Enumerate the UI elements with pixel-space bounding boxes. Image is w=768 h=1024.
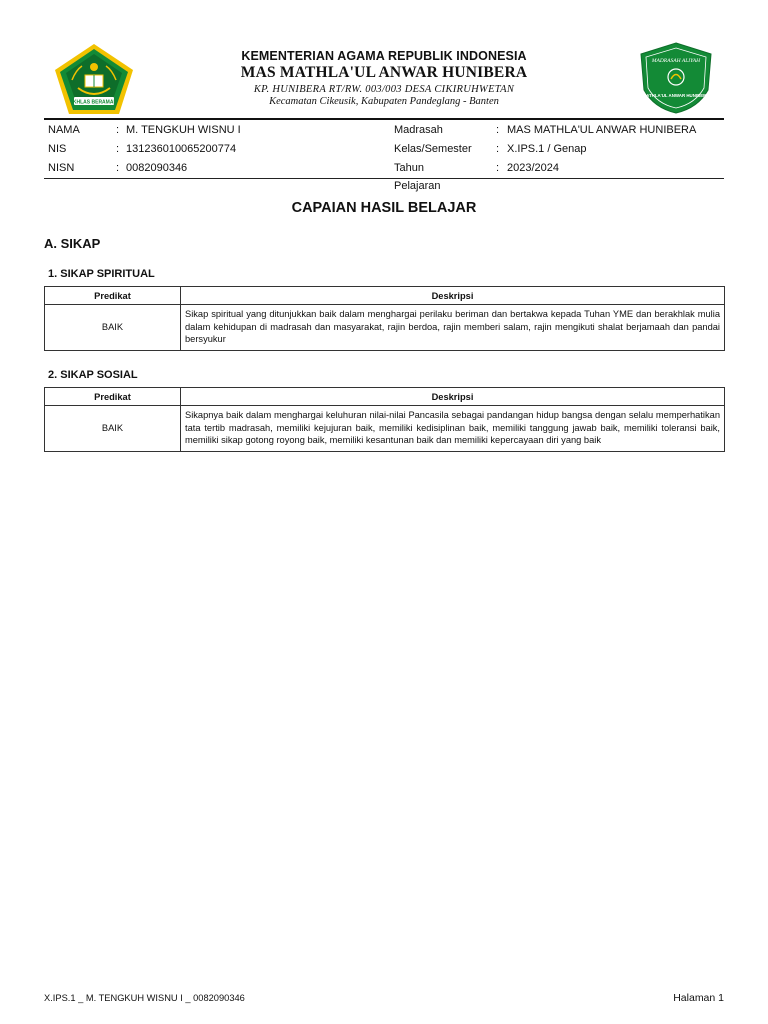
school-address: KP. HUNIBERA RT/RW. 003/003 DESA CIKIRUHWETAN — [253, 84, 515, 95]
identity-label: NAMA — [48, 124, 80, 136]
identity-value: X.IPS.1 / Genap — [507, 143, 587, 155]
footer-page-number: Halaman 1 — [673, 992, 724, 1004]
footer-document-id: X.IPS.1 _ M. TENGKUH WISNU I _ 0082090346 — [44, 993, 245, 1003]
ministry-name: KEMENTERIAN AGAMA REPUBLIK INDONESIA — [241, 49, 527, 63]
identity-value: M. TENGKUH WISNU I — [126, 124, 241, 136]
identity-value: 131236010065200774 — [126, 143, 237, 155]
table-header-row — [45, 287, 725, 305]
identity-label: NISN — [48, 162, 75, 174]
predikat-cell: BAIK — [45, 305, 181, 351]
page-title: CAPAIAN HASIL BELAJAR — [291, 200, 477, 216]
identity-label: Madrasah — [394, 124, 443, 136]
table-sikap-sosial — [44, 387, 725, 452]
table-row — [45, 305, 725, 351]
column-header-predikat: Predikat — [45, 388, 181, 406]
identity-label: NIS — [48, 143, 67, 155]
table-sikap-spiritual — [44, 286, 725, 351]
identity-value: MAS MATHLA'UL ANWAR HUNIBERA — [507, 124, 697, 136]
identity-value: 2023/2024 — [507, 162, 559, 174]
school-name: MAS MATHLA'UL ANWAR HUNIBERA — [240, 64, 528, 81]
letterhead-divider — [44, 118, 724, 120]
deskripsi-cell: Sikap spiritual yang ditunjukkan baik dalam menghargai perilaku beriman dan bertakwa kepada Tuhan YME dan berakhlak mulia dalam kehidupan di madrasah dan masyarakat, rajin berdoa, rajin memberi salam, rajin mengikuti shalat berjamaah dan pandai bersyukur — [181, 305, 725, 351]
logo-left-text: IKHLAS BERAMAL — [71, 99, 117, 106]
identity-label: Tahun Pelajaran — [394, 162, 441, 192]
subsection-title-spiritual: 1. SIKAP SPIRITUAL — [48, 268, 155, 280]
madrasah-aliyah-emblem-icon — [638, 42, 714, 114]
kemenag-emblem-icon — [52, 42, 136, 116]
identity-value: 0082090346 — [126, 162, 188, 174]
letterhead — [150, 49, 618, 107]
section-title-sikap: A. SIKAP — [44, 236, 101, 251]
subsection-title-sosial: 2. SIKAP SOSIAL — [48, 369, 138, 381]
table-header-row — [45, 388, 725, 406]
column-header-predikat: Predikat — [45, 287, 181, 305]
deskripsi-cell: Sikapnya baik dalam menghargai keluhuran nilai-nilai Pancasila sebagai pandangan hidup bangsa dengan selalu memperhatikan tata tertib madrasah, memiliki kejujuran baik, memiliki kedisiplinan baik, memiliki tanggung jawab baik, memiliki toleransi baik, memiliki sikap gotong royong baik, memiliki kesantunan baik dan memiliki kepercayaan diri yang baik — [181, 406, 725, 452]
predikat-cell: BAIK — [45, 406, 181, 452]
identity-label: Kelas/Semester — [394, 143, 472, 155]
column-header-deskripsi: Deskripsi — [181, 388, 725, 406]
school-region: Kecamatan Cikeusik, Kabupaten Pandeglang - Banten — [269, 96, 499, 107]
logo-right-text-top: MADRASAH ALIYAH — [651, 58, 701, 64]
logo-right-text-bottom: MATHLA'UL ANWAR HUNIBERA — [642, 93, 710, 98]
student-identity: NAMA : M. TENGKUH WISNU I NIS : 131236010065200774 NISN : 0082090346 Madrasah : MAS MATHLA'UL ANWAR HUNIBERA Kelas/Semester : X.IPS.1 / Genap Tahun Pelajaran : 2023/2024 — [44, 121, 724, 179]
table-row — [45, 406, 725, 452]
column-header-deskripsi: Deskripsi — [181, 287, 725, 305]
